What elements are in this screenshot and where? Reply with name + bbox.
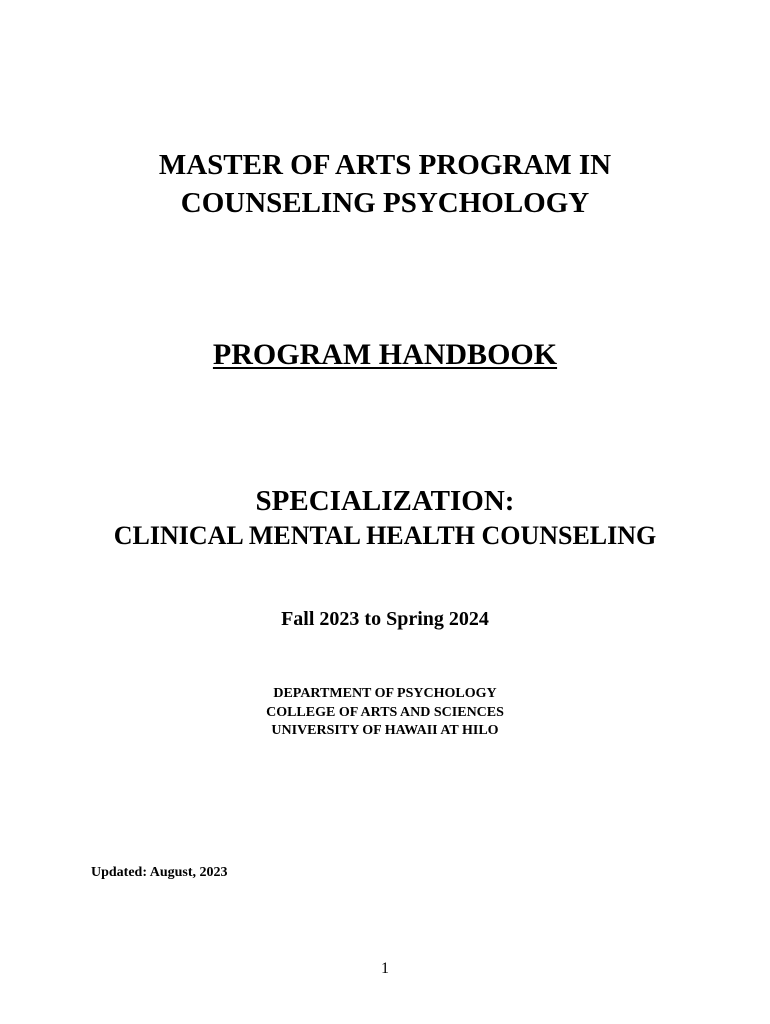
page-number: 1: [381, 960, 389, 977]
specialization-label: SPECIALIZATION:: [255, 485, 515, 517]
specialization-name: CLINICAL MENTAL HEALTH COUNSELING: [113, 521, 657, 550]
program-title-line-1: MASTER OF ARTS PROGRAM IN: [158, 149, 612, 181]
department-name: DEPARTMENT OF PSYCHOLOGY: [273, 686, 497, 701]
updated-date: Updated: August, 2023: [91, 865, 228, 880]
academic-term: Fall 2023 to Spring 2024: [281, 608, 489, 630]
program-title-line-2: COUNSELING PSYCHOLOGY: [180, 187, 590, 219]
handbook-heading: PROGRAM HANDBOOK: [212, 338, 558, 371]
college-name: COLLEGE OF ARTS AND SCIENCES: [266, 705, 504, 720]
university-name: UNIVERSITY OF HAWAII AT HILO: [271, 723, 499, 738]
